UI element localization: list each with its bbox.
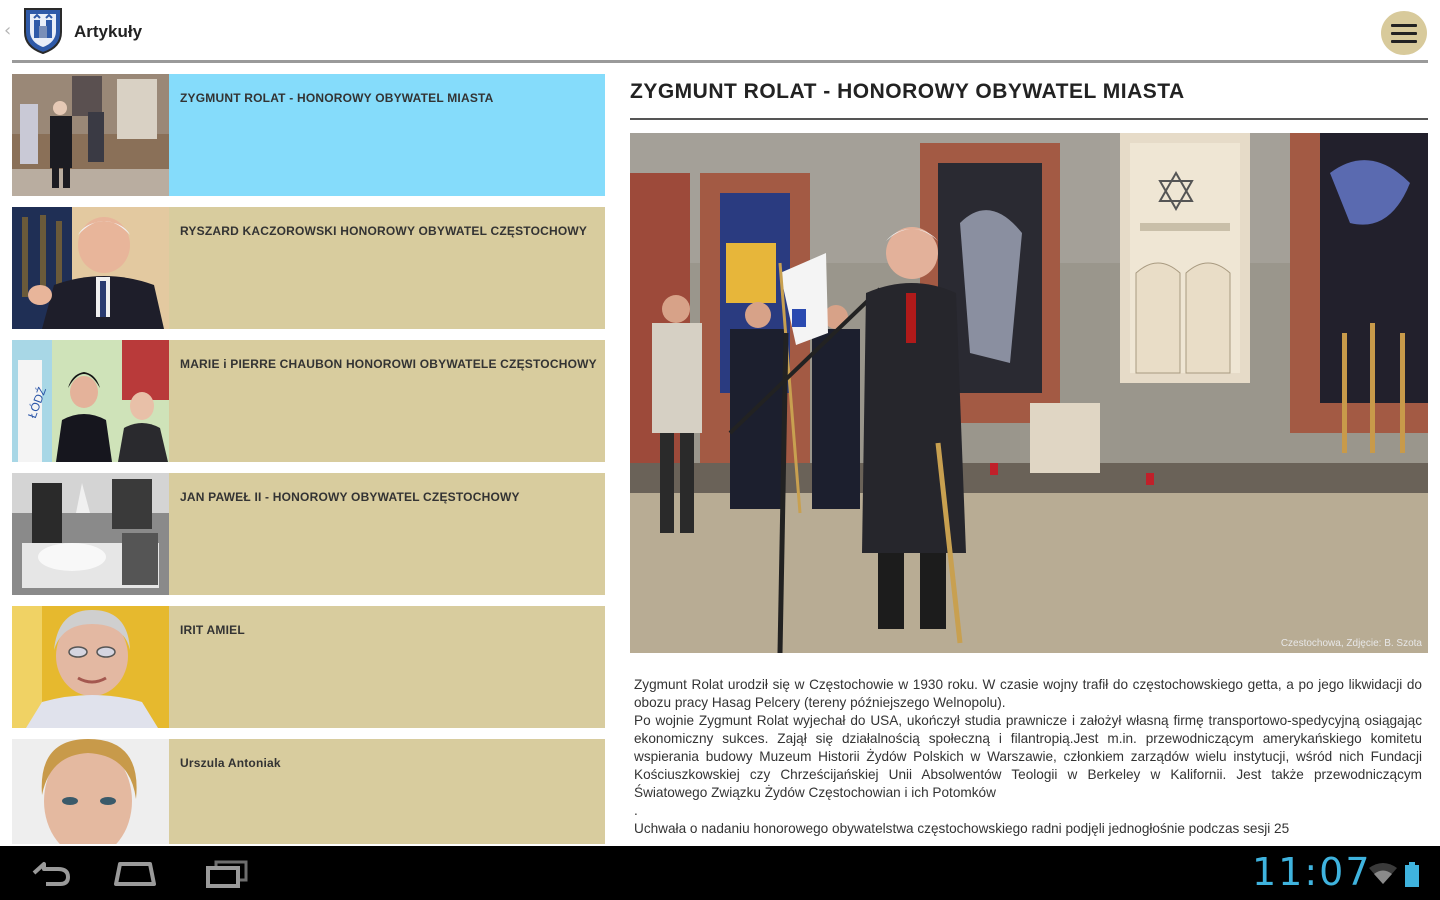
memorial-photo-image xyxy=(630,133,1428,653)
article-list-item[interactable] xyxy=(12,739,605,844)
overflow-menu-button[interactable] xyxy=(1381,11,1427,55)
article-title: ZYGMUNT ROLAT - HONOROWY OBYWATEL MIASTA xyxy=(180,91,494,105)
article-title: RYSZARD KACZOROWSKI HONOROWY OBYWATEL CZĘSTOCHOWY xyxy=(180,224,588,238)
article-detail[interactable] xyxy=(630,66,1428,846)
article-list[interactable] xyxy=(12,74,605,844)
article-list-item[interactable] xyxy=(12,473,605,595)
action-bar xyxy=(0,0,1440,62)
article-photo xyxy=(630,133,1428,653)
article-list-item[interactable] xyxy=(12,606,605,728)
photo-credit: Czestochowa, Zdjęcie: B. Szota xyxy=(1280,638,1422,649)
article-detail-title: ZYGMUNT ROLAT - HONOROWY OBYWATEL MIASTA xyxy=(630,80,1185,103)
body-paragraph: Zygmunt Rolat urodził się w Częstochowie w 1930 roku. W czasie wojny trafił do częstochowskiego getta, a po jego likwidacji do obozu pracy Hasag Pelcery (tereny późniejszego Welnopolu). xyxy=(634,677,1422,710)
article-list-item[interactable] xyxy=(12,340,605,462)
system-navigation-bar xyxy=(0,846,1440,900)
article-thumbnail xyxy=(12,74,169,196)
hamburger-menu-icon xyxy=(1391,24,1417,27)
article-thumbnail xyxy=(12,606,169,728)
article-list-item[interactable] xyxy=(12,207,605,329)
body-paragraph: . xyxy=(634,803,638,818)
recent-apps-icon[interactable] xyxy=(200,856,254,890)
article-thumbnail xyxy=(12,340,169,462)
app-title: Artykuły xyxy=(74,22,143,41)
article-title: MARIE i PIERRE CHAUBON HONOROWI OBYWATELE CZĘSTOCHOWY xyxy=(180,357,597,371)
article-thumbnail xyxy=(12,739,169,844)
article-list-item[interactable] xyxy=(12,74,605,196)
home-icon[interactable] xyxy=(108,856,162,890)
article-thumbnail xyxy=(12,473,169,595)
city-coat-of-arms-icon[interactable] xyxy=(22,6,64,54)
body-paragraph: Uchwała o nadaniu honorowego obywatelstwa częstochowskiego radni podjęli jednogłośnie podczas sesji 25 xyxy=(634,821,1290,836)
up-navigation-icon[interactable]: ‹ xyxy=(4,20,12,41)
battery-icon xyxy=(1404,862,1420,888)
status-clock: 11:07 xyxy=(1252,850,1372,894)
article-thumbnail xyxy=(12,207,169,329)
article-title: JAN PAWEŁ II - HONOROWY OBYWATEL CZĘSTOCHOWY xyxy=(180,490,520,504)
back-icon[interactable] xyxy=(22,856,76,890)
article-body xyxy=(634,676,1422,838)
article-title: IRIT AMIEL xyxy=(180,623,245,637)
wifi-icon xyxy=(1368,862,1398,886)
article-title: Urszula Antoniak xyxy=(180,756,281,770)
action-bar-divider xyxy=(12,60,1428,63)
body-paragraph: Po wojnie Zygmunt Rolat wyjechał do USA, ukończył studia prawnicze i założył własną firmę transportowo-spedycyjną osiągając ekonomiczny sukces. Zajął się działalnością społeczną i filantropią.Jest m.in. przewodniczącym amerykańskiego komitetu wspierania budowy Muzeum Historii Żydów Polskich w Warszawie, członkiem zarządów wielu instytucji, wśród nich Fundacji Kościuszkowskiej czy Chrześcijańskiej Unii Absolwentów Teologii w Berkeley w Kalifornii. Jest także przewodniczącym Światowego Związku Żydów Częstochowian i ich Potomków xyxy=(634,713,1422,800)
detail-divider xyxy=(630,118,1428,120)
svg-text:ŁÓDŹ: ŁÓDŹ xyxy=(25,385,50,421)
